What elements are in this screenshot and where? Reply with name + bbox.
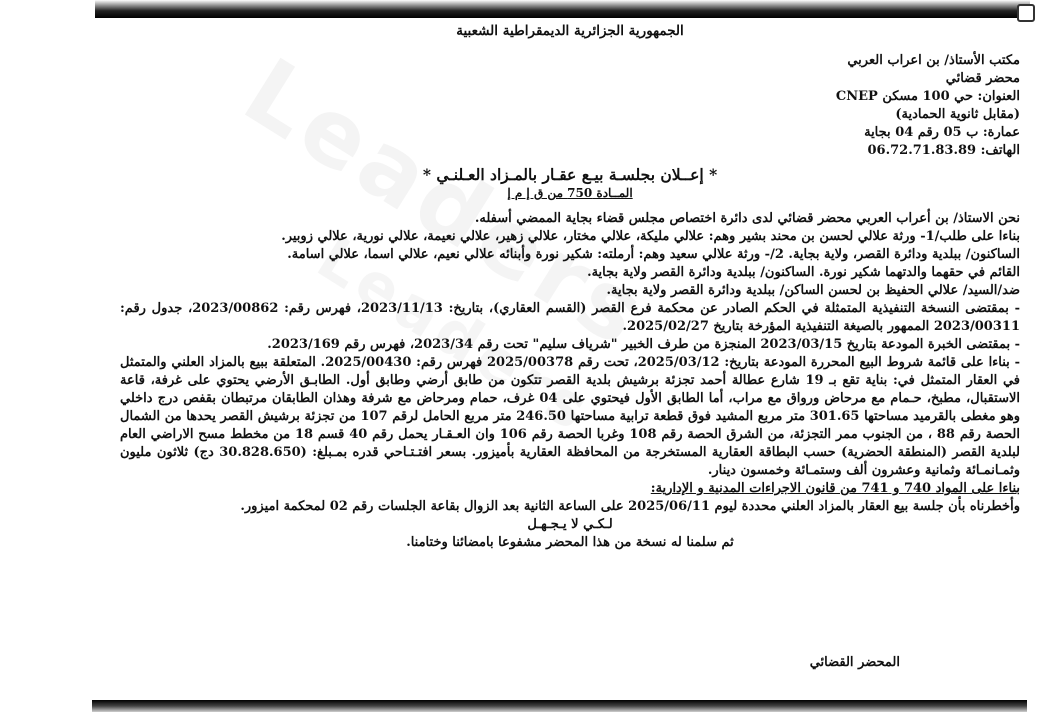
body-paragraph: القائم في حقهما والدتهما شكير نورة. الساكنون/ ببلدية ودائرة القصر ولاية بجاية. bbox=[587, 265, 1020, 280]
office-phone: الهاتف: 06.72.71.83.89 bbox=[867, 143, 1020, 158]
office-address-note: (مقابل ثانوية الحمادية) bbox=[895, 107, 1020, 122]
scan-edge-top bbox=[95, 0, 1030, 18]
notice-headline: * إعــلان بجلسـة بيـع عقـار بالمـزاد العـلنـي * bbox=[422, 165, 718, 184]
office-title: محضر قضائي bbox=[945, 71, 1020, 86]
notice-article-ref: المــادة 750 من ق إ م إ bbox=[507, 186, 633, 200]
office-name: مكتب الأستاذ/ بن اعراب العربي bbox=[847, 53, 1020, 68]
body-paragraph: - بناءا على قائمة شروط البيع المحررة المودعة بتاريخ: 2025/03/12، تحت رقم 2025/00378 فهرس رقم: 2025/00430. المتعلقة ببيع بالمزاد العلني والمتمثل في العقار المتمثل في: بناية تقع بـ 19 شارع عطالة أحمد تجزئة برشيش بلدية القصر تتكون من طابق أرضي وطابق أول. الطابـق الأرضي يحتوي على غرفة، قاعة الاستقبال، مطبخ، حـمام مع مرحاض ورواق مع مراب، أما الطابق الأول فيحتوي على 04 غرف، حمام ومرحاض مع شرفة وهذان الطابقان مرتبطان بقفص درج داخلي وهو مغطى بالقرميد مساحتها 301.65 متر مربع المشيد فوق قطعة ترابية مساحتها 246.50 متر مربع الحامل لرقم 107 من تجزئة برشيش القصر يحدها من الشمال الحصة رقم 88 ، من الجنوب ممر التجزئة، من الشرق الحصة رقم 108 وغربا الحصة رقم 106 وان العـقـار يحمل رقم 40 قسم 18 من مخطط مسح الاراضي العام لبلدية القصر (المنطقة الحضرية) حسب البطاقة العقارية المستخرجة من المحافظة العقارية بأميزور. بسعر افتـتـاحي قدره بمـبلغ: (30.828.650 دج) ثلاثون مليون وثمـانمـائة وثمانية وعشرون ألف وستمـائة وخمسون دينار. bbox=[120, 355, 1021, 478]
legal-notice-document bbox=[120, 22, 1020, 552]
body-paragraph: الساكنون/ ببلدية ودائرة القصر، ولاية بجاية. 2/- ورثة علالي سعيد وهم: أرملته: شكير نورة وأبنائه علالي نعيم، علالي اسما، علالي اسامة. bbox=[287, 247, 1020, 262]
republic-heading: الجمهورية الجزائرية الديمقراطية الشعبية bbox=[456, 23, 684, 39]
closing-statement: ثم سلمنا له نسخة من هذا المحضر مشفوعا بامضائنا وختامنا. bbox=[406, 535, 734, 550]
legal-basis-line: بناءا على المواد 740 و 741 من قانون الاجراءات المدنية و الإدارية: bbox=[650, 481, 1020, 496]
office-address: العنوان: حي 100 مسكن CNEP bbox=[835, 89, 1020, 104]
body-paragraph: نحن الاستاذ/ بن أعراب العربي محضر قضائي لدى دائرة اختصاص مجلس قضاء بجاية الممضي أسفله. bbox=[474, 211, 1020, 226]
signature-label: المحضر القضائي bbox=[809, 655, 900, 670]
notice-body bbox=[120, 210, 1020, 516]
office-building: عمارة: ب 05 رقم 04 بجاية bbox=[864, 125, 1020, 140]
body-paragraph: - بمقتضى النسخة التنفيذية المتمثلة في الحكم الصادر عن محكمة فرع القصر (القسم العقاري)، بتاريخ: 2023/11/13، فهرس رقم: 2023/00862، جدول رقم: 2023/00311 الممهور بالصيغة التنفيذية المؤرخة بتاريخ 2025/02/27. bbox=[120, 301, 1021, 334]
body-paragraph: ضد/السيد/ علالي الحفيظ بن لحسن الساكن/ ببلدية ودائرة القصر ولاية بجاية. bbox=[606, 283, 1020, 298]
hearing-date-paragraph: وأخطرناه بأن جلسة بيع العقار بالمزاد العلني محددة ليوم 2025/06/11 على الساعة الثانية بعد الزوال بقاعة الجلسات رقم 02 لمحكمة اميزور. bbox=[240, 499, 1020, 514]
scan-edge-bottom bbox=[92, 700, 1027, 712]
body-paragraph: بناءا على طلب/1- ورثة علالي لحسن بن محند بشير وهم: علالي مليكة، علالي مختار، علالي زهير، علالي نعيمة، علالي نورية، علالي زوبير. bbox=[281, 229, 1020, 244]
stamp-corner-mark bbox=[1017, 4, 1035, 22]
closing-formula: لـكـي لا يـجـهـل bbox=[527, 517, 613, 532]
body-paragraph: - بمقتضى الخبرة المودعة بتاريخ 2023/03/15 المنجزة من طرف الخبير "شرياف سليم" تحت رقم 2023/34، فهرس رقم 2023/169. bbox=[267, 337, 1020, 352]
